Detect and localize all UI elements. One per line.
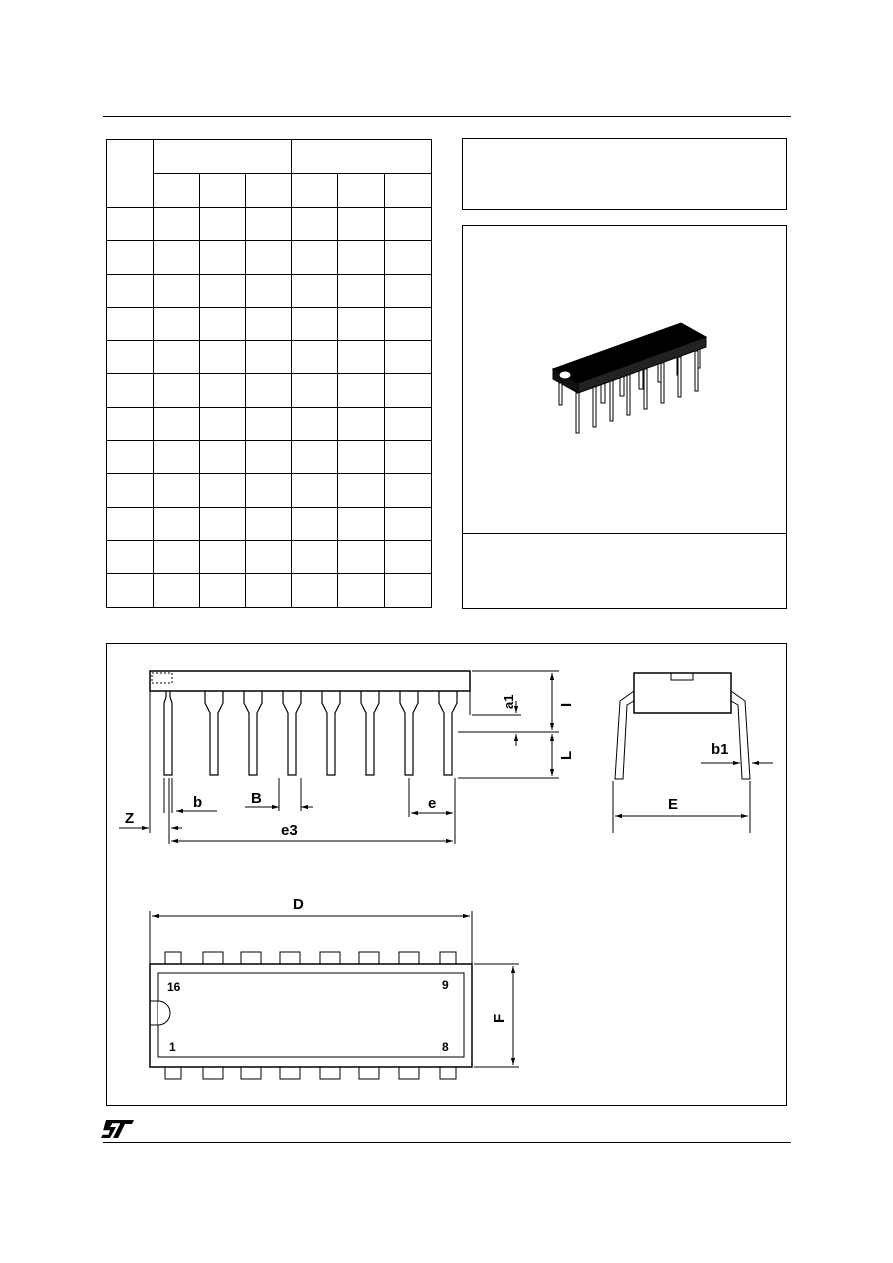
table-cell [107, 341, 154, 374]
table-cell [200, 274, 246, 307]
package-image-box [462, 225, 787, 609]
table-row [107, 208, 432, 241]
label-a1: a1 [501, 694, 516, 709]
table-header-dim [107, 140, 154, 208]
table-cell [385, 507, 432, 540]
table-cell [292, 241, 338, 274]
table-cell [292, 341, 338, 374]
table-cell [154, 341, 200, 374]
label-pin1: 1 [169, 1040, 176, 1054]
table-cell [154, 307, 200, 340]
table-subheader [292, 174, 338, 208]
table-cell [154, 574, 200, 607]
table-cell [385, 540, 432, 573]
table-cell [107, 507, 154, 540]
label-D: D [293, 896, 304, 913]
table-cell [107, 307, 154, 340]
table-header-group-1 [154, 140, 292, 174]
footer-rule [103, 1142, 791, 1143]
label-F: F [491, 1013, 508, 1023]
table-cell [200, 441, 246, 474]
table-cell [200, 307, 246, 340]
table-row [107, 374, 432, 407]
table-cell [385, 241, 432, 274]
table-cell [338, 441, 385, 474]
label-e3: e3 [281, 822, 298, 839]
table-cell [107, 208, 154, 241]
table-cell [154, 241, 200, 274]
table-cell [385, 474, 432, 507]
table-cell [246, 574, 292, 607]
table-cell [246, 407, 292, 440]
table-cell [246, 441, 292, 474]
table-cell [107, 474, 154, 507]
table-cell [385, 307, 432, 340]
table-row [107, 474, 432, 507]
table-cell [200, 407, 246, 440]
label-pin8: 8 [442, 1040, 449, 1054]
table-cell [385, 574, 432, 607]
table-cell [338, 507, 385, 540]
table-cell [292, 574, 338, 607]
table-cell [107, 274, 154, 307]
table-row [107, 441, 432, 474]
table-cell [338, 574, 385, 607]
label-E: E [668, 796, 679, 813]
table-cell [292, 507, 338, 540]
header-rule [103, 116, 791, 117]
label-e: e [428, 795, 437, 812]
label-L: L [558, 750, 575, 760]
table-subheader [385, 174, 432, 208]
table-cell [292, 540, 338, 573]
table-cell [338, 341, 385, 374]
table-cell [200, 208, 246, 241]
table-cell [292, 307, 338, 340]
table-header-group-2 [292, 140, 432, 174]
dip16-package-illustration [543, 321, 713, 446]
table-cell [292, 374, 338, 407]
table-cell [338, 374, 385, 407]
dimensions-table [106, 139, 432, 608]
label-I: I [558, 702, 575, 707]
table-subheader [338, 174, 385, 208]
table-cell [338, 540, 385, 573]
table-row [107, 507, 432, 540]
table-cell [338, 407, 385, 440]
mechanical-drawing-box [106, 643, 787, 1106]
table-cell [200, 507, 246, 540]
table-row [107, 274, 432, 307]
table-cell [338, 208, 385, 241]
table-subheader [200, 174, 246, 208]
table-subheader [246, 174, 292, 208]
table-cell [385, 341, 432, 374]
table-cell [154, 374, 200, 407]
table-subheader [154, 174, 200, 208]
table-cell [107, 241, 154, 274]
table-cell [154, 208, 200, 241]
table-cell [154, 507, 200, 540]
table-cell [292, 441, 338, 474]
table-cell [200, 540, 246, 573]
table-cell [338, 241, 385, 274]
st-logo [100, 1118, 136, 1142]
label-Z: Z [125, 810, 135, 827]
table-cell [107, 407, 154, 440]
label-b: b [193, 794, 203, 811]
table-cell [338, 474, 385, 507]
label-B: B [251, 790, 262, 807]
table-cell [154, 407, 200, 440]
table-cell [292, 407, 338, 440]
table-row [107, 540, 432, 573]
table-cell [154, 540, 200, 573]
table-cell [200, 241, 246, 274]
table-cell [385, 374, 432, 407]
label-pin16: 16 [167, 980, 181, 994]
table-cell [246, 374, 292, 407]
table-cell [107, 441, 154, 474]
table-cell [246, 474, 292, 507]
label-pin9: 9 [442, 978, 449, 992]
table-cell [154, 474, 200, 507]
table-cell [385, 208, 432, 241]
table-cell [107, 540, 154, 573]
table-cell [200, 341, 246, 374]
table-cell [338, 274, 385, 307]
table-cell [200, 374, 246, 407]
table-cell [107, 374, 154, 407]
table-cell [292, 274, 338, 307]
table-row [107, 241, 432, 274]
table-cell [200, 574, 246, 607]
mechanical-drawing [107, 644, 786, 1105]
table-cell [200, 474, 246, 507]
table-row [107, 407, 432, 440]
table-cell [246, 274, 292, 307]
label-b1: b1 [711, 741, 729, 758]
table-row [107, 341, 432, 374]
table-cell [385, 407, 432, 440]
table-cell [385, 274, 432, 307]
table-row [107, 574, 432, 607]
package-image-divider [463, 533, 786, 534]
table-cell [338, 307, 385, 340]
table-cell [385, 441, 432, 474]
table-cell [246, 341, 292, 374]
table-cell [246, 307, 292, 340]
table-cell [246, 507, 292, 540]
table-cell [107, 574, 154, 607]
table-cell [246, 540, 292, 573]
table-cell [246, 208, 292, 241]
table-cell [246, 241, 292, 274]
package-title-box [462, 138, 787, 210]
table-row [107, 307, 432, 340]
table-cell [154, 441, 200, 474]
table-cell [154, 274, 200, 307]
table-cell [292, 208, 338, 241]
table-cell [292, 474, 338, 507]
